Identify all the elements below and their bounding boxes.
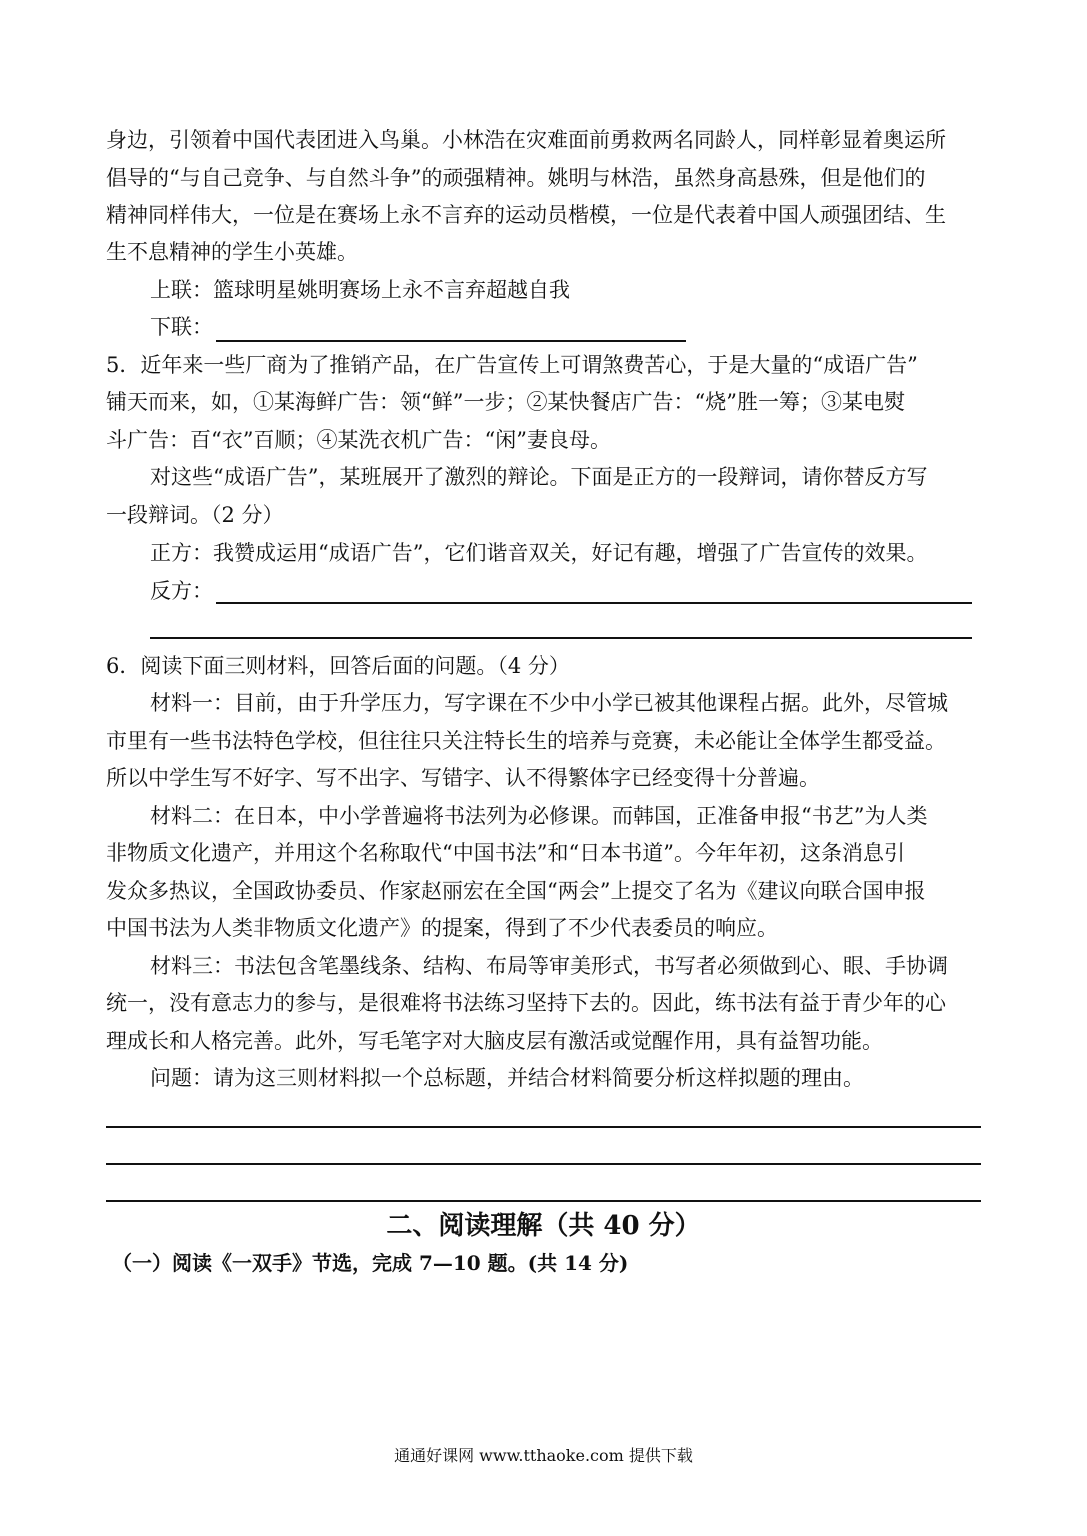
q5-line-1: 5．近年来一些厂商为了推销产品，在广告宣传上可谓煞费苦心，于是大量的“成语广告”	[106, 353, 918, 377]
q6-material3-line-3: 理成长和人格完善。此外，写毛笔字对大脑皮层有激活或觉醒作用，具有益智功能。	[106, 1029, 883, 1053]
intro-line-2: 倡导的“与自己竞争、与自然斗争”的顽强精神。姚明与林浩，虽然身高悬殊，但是他们的	[106, 166, 926, 190]
q6-material2-line-1: 材料二：在日本，中小学普遍将书法列为必修课。而韩国，正准备申报“书艺”为人类	[150, 804, 928, 828]
q6-material1-line-1: 材料一：目前，由于升学压力，写字课在不少中小学已被其他课程占据。此外，尽管城	[150, 691, 948, 715]
q6-title: 6．阅读下面三则材料，回答后面的问题。（4 分）	[106, 654, 570, 678]
intro-line-3: 精神同样伟大，一位是在赛场上永不言弃的运动员楷模，一位是代表着中国人顽强团结、生	[106, 203, 946, 227]
q5-answer-line-2[interactable]	[150, 637, 972, 639]
q5-pro-argument: 正方：我赞成运用“成语广告”，它们谐音双关，好记有趣，增强了广告宣传的效果。	[150, 541, 928, 565]
q5-instruction-1: 对这些“成语广告”，某班展开了激烈的辩论。下面是正方的一段辩词，请你替反方写	[150, 465, 928, 489]
intro-line-4: 生不息精神的学生小英雄。	[106, 240, 358, 264]
q6-material2-line-2: 非物质文化遗产，并用这个名称取代“中国书法”和“日本书道”。今年年初，这条消息引	[106, 841, 905, 865]
q6-material2-line-4: 中国书法为人类非物质文化遗产》的提案，得到了不少代表委员的响应。	[106, 916, 778, 940]
q5-line-3: 斗广告：百“衣”百顺；④某洗衣机广告：“闲”妻良母。	[106, 428, 611, 452]
q5-answer-line-1[interactable]	[216, 602, 972, 604]
couplet-upper: 上联：篮球明星姚明赛场上永不言弃超越自我	[150, 278, 570, 302]
q6-material2-line-3: 发众多热议，全国政协委员、作家赵丽宏在全国“两会”上提交了名为《建议向联合国申报	[106, 879, 926, 903]
q5-line-2: 铺天而来，如，①某海鲜广告：领“鲜”一步；②某快餐店广告：“烧”胜一筹；③某电熨	[106, 390, 905, 414]
couplet-lower-label: 下联：	[150, 315, 213, 339]
q6-material3-line-1: 材料三：书法包含笔墨线条、结构、布局等审美形式，书写者必须做到心、眼、手协调	[150, 954, 948, 978]
page-footer: 通通好课网 www.tthaoke.com 提供下载	[394, 1446, 693, 1465]
q5-con-label: 反方：	[150, 579, 213, 603]
section-title: 二、阅读理解（共 40 分）	[386, 1211, 701, 1241]
couplet-answer-line[interactable]	[216, 340, 686, 342]
intro-line-1: 身边，引领着中国代表团进入鸟巢。小林浩在灾难面前勇救两名同龄人，同样彰显着奥运所	[106, 128, 946, 152]
q6-material3-line-2: 统一，没有意志力的参与，是很难将书法练习坚持下去的。因此，练书法有益于青少年的心	[106, 991, 946, 1015]
q6-answer-line-3[interactable]	[106, 1200, 981, 1202]
q5-instruction-2: 一段辩词。（2 分）	[106, 503, 284, 527]
q6-question: 问题：请为这三则材料拟一个总标题，并结合材料简要分析这样拟题的理由。	[150, 1066, 864, 1090]
q6-material1-line-2: 市里有一些书法特色学校，但往往只关注特长生的培养与竞赛，未必能让全体学生都受益。	[106, 729, 946, 753]
q6-material1-line-3: 所以中学生写不好字、写不出字、写错字、认不得繁体字已经变得十分普遍。	[106, 766, 820, 790]
q6-answer-line-1[interactable]	[106, 1126, 981, 1128]
section-sub-title: （一）阅读《一双手》节选，完成 7—10 题。(共 14 分)	[112, 1251, 629, 1275]
q6-answer-line-2[interactable]	[106, 1163, 981, 1165]
